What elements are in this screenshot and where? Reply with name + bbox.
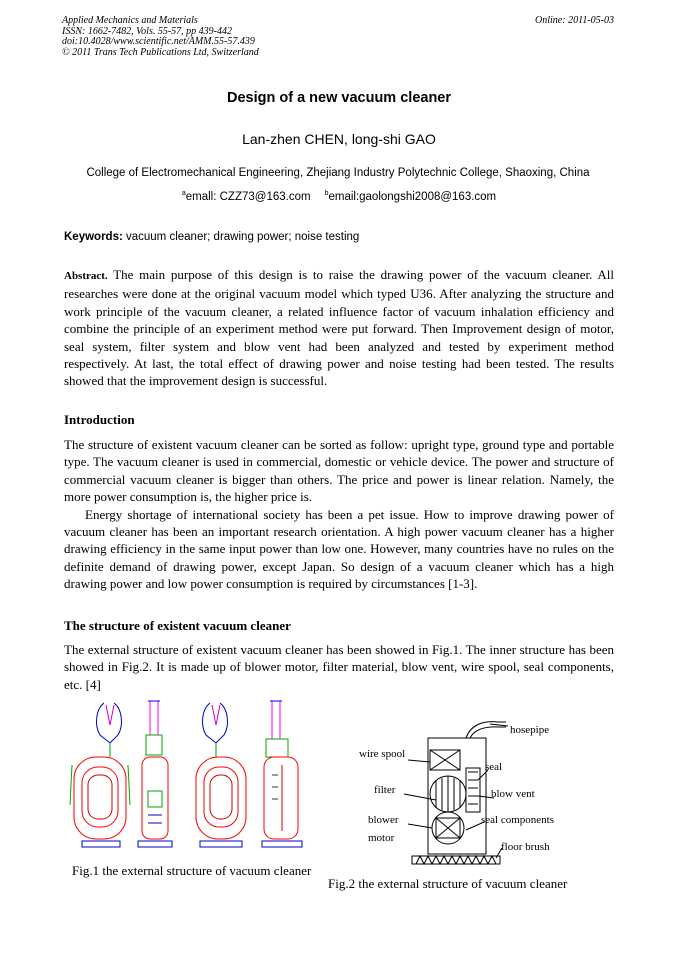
journal-name: Applied Mechanics and Materials [62,15,198,26]
journal-doi: doi:10.4028/www.scientific.net/AMM.55-57.439 [62,36,255,47]
online-date: Online: 2011-05-03 [535,15,614,26]
label-wire-spool: wire spool [359,748,406,760]
author-emails [0,190,678,203]
structure-heading: The structure of existent vacuum cleaner [64,618,291,633]
paper-affiliation: College of Electromechanical Engineering, Zhejiang Industry Polytechnic College, Shaoxing, China [86,167,590,179]
abstract-text: The main purpose of this design is to raise the drawing power of the vacuum cleaner. All researches were done at the original vacuum model which typed U36. After analyzing the structure and work principle of the vacuum cleaner, a related influence factor of vacuum inhalation efficiency and combine the principle of an experiment method were put forward. Then Improvement design of motor, seal system, filter system and blow vent had been analyzed and tested by experiment method respectively. At last, the total effect of drawing power and noise testing had been tested. The results showed that the improvement design is successful. [64,267,614,389]
label-motor: motor [368,832,395,844]
email-a: emall: CZZ73@163.com [185,190,311,203]
running-header [62,16,259,58]
label-hosepipe: hosepipe [510,724,550,736]
abstract [64,266,614,390]
paper-title: Design of a new vacuum cleaner [226,90,452,106]
structure-body [64,641,614,693]
label-blow-vent: blow vent [491,788,535,800]
journal-issn: ISSN: 1662-7482, Vols. 55-57, pp 439-442 [62,25,232,37]
email-b: email:gaolongshi2008@163.com [328,190,497,203]
keywords-text: vacuum cleaner; drawing power; noise testing [122,231,360,243]
keywords [64,231,359,243]
introduction-paragraph-1: The structure of existent vacuum cleaner can be sorted as follow: upright type, ground type and portable type. The vacuum cleaner is used in commercial, domestic or vehicle device. The power and structure of commercial vacuum cleaner is bigger than others. The price and power is linear relation. Namely, the more power consumption is, the higher price is. [64,437,614,505]
figure-1 [66,695,312,853]
label-filter: filter [374,784,396,796]
label-seal-components: seal components [481,814,555,826]
introduction-heading: Introduction [64,412,135,427]
introduction-body [64,436,614,593]
figure-1-caption: Fig.1 the external structure of vacuum cleaner [72,863,312,878]
figure-2-caption: Fig.2 the external structure of vacuum cleaner [328,876,568,891]
abstract-label: Abstract. [64,270,108,282]
email-b-marker: b [324,190,329,197]
vacuum-cleaner-drawing [66,695,312,853]
label-floor-brush: floor brush [501,841,550,853]
introduction-paragraph-2: Energy shortage of international society has been a pet issue. How to improve drawing power of vacuum cleaner has been an important research orientation. A high power vacuum cleaner has a higher drawing efficiency in the same input power than low one. However, many countries have no rules on the definite demand of drawing power, except Japan. So design of a vacuum cleaner which has a high drawing power and low power consumption is required by circumstances [1-3]. [64,506,614,592]
structure-paragraph-1: The external structure of existent vacuum cleaner has been showed in Fig.1. The inner structure has been showed in Fig.2. It is made up of blower motor, filter material, blow vent, wire spool, seal components, etc. [4] [64,642,614,692]
paper-authors: Lan-zhen CHEN, long-shi GAO [242,131,436,147]
keywords-label: Keywords: [64,231,123,243]
label-blower: blower [368,814,399,826]
copyright-line: © 2011 Trans Tech Publications Ltd, Switzerland [62,46,259,58]
email-a-marker: a [181,190,186,197]
label-seal: seal [485,761,503,773]
